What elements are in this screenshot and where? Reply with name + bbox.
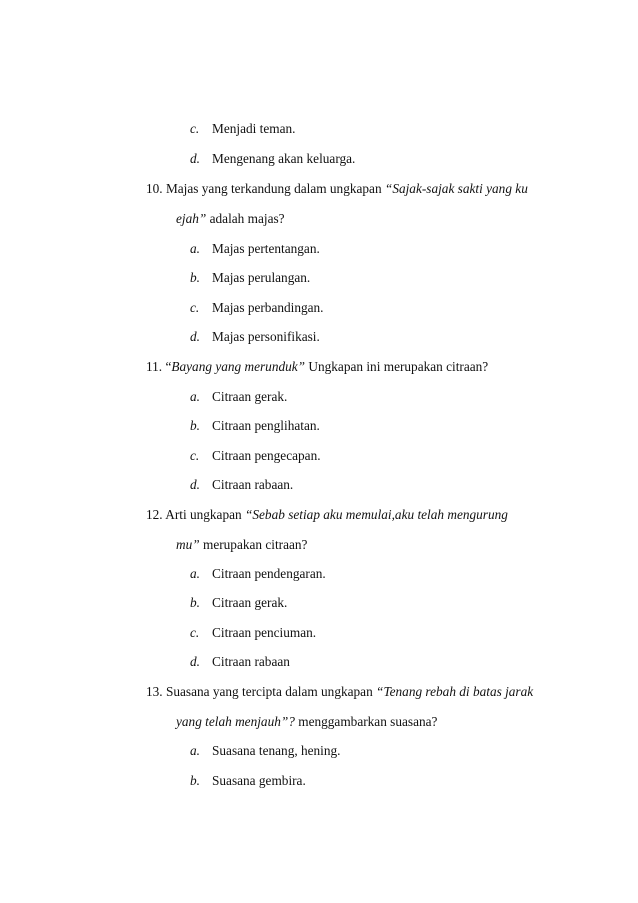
option-letter: b.: [190, 595, 200, 610]
option-item: [190, 743, 341, 759]
option-item: [190, 389, 287, 405]
option-text: Citraan rabaan.: [212, 477, 294, 492]
option-letter: c.: [190, 121, 200, 136]
option-letter: c.: [190, 300, 200, 315]
question-number: 13.: [146, 684, 163, 699]
question-quote: mu”: [176, 537, 200, 552]
option-letter: a.: [190, 743, 200, 758]
option-text: Citraan pengecapan.: [212, 448, 321, 463]
question-13-line-1: [146, 684, 533, 700]
option-item: [190, 625, 316, 641]
question-text: Ungkapan ini merupakan citraan?: [305, 359, 489, 374]
question-number: 12.: [146, 507, 163, 522]
option-text: Suasana tenang, hening.: [212, 743, 341, 758]
option-letter: c.: [190, 625, 200, 640]
question-text: menggambarkan suasana?: [294, 714, 438, 729]
option-item: [190, 418, 320, 434]
option-item: [190, 654, 290, 670]
question-10-line-1: [146, 181, 528, 197]
question-text: merupakan citraan?: [199, 537, 308, 552]
option-letter: c.: [190, 448, 200, 463]
option-text: Citraan penglihatan.: [212, 418, 320, 433]
question-10-line-2: [176, 211, 285, 227]
question-quote: ejah”: [176, 211, 207, 226]
option-letter: a.: [190, 241, 200, 256]
option-text: Majas perulangan.: [212, 270, 311, 285]
option-item: [190, 329, 320, 345]
option-letter: a.: [190, 389, 200, 404]
option-item: [190, 270, 310, 286]
question-open-quote: “: [165, 359, 172, 374]
option-text: Suasana gembira.: [212, 773, 306, 788]
option-item: [190, 566, 326, 582]
option-letter: d.: [190, 151, 200, 166]
question-number: 10.: [146, 181, 163, 196]
question-12-line-2: [176, 537, 307, 553]
question-text: Suasana yang tercipta dalam ungkapan: [165, 684, 377, 699]
option-letter: b.: [190, 773, 200, 788]
option-text: Citraan gerak.: [212, 595, 288, 610]
question-11-line-1: [146, 359, 488, 375]
option-text: Citraan gerak.: [212, 389, 288, 404]
question-quote: “Sajak-sajak sakti yang ku: [384, 181, 528, 196]
option-text: Majas pertentangan.: [212, 241, 320, 256]
option-item: [190, 300, 324, 316]
option-item: [190, 121, 295, 137]
option-item: [190, 448, 321, 464]
option-letter: d.: [190, 477, 200, 492]
option-text: Majas perbandingan.: [212, 300, 324, 315]
question-quote: “Tenang rebah di batas jarak: [376, 684, 534, 699]
option-text: Citraan penciuman.: [212, 625, 317, 640]
question-text: adalah majas?: [206, 211, 285, 226]
question-12-line-1: [146, 507, 508, 523]
option-text: Mengenang akan keluarga.: [212, 151, 356, 166]
option-letter: b.: [190, 270, 200, 285]
question-quote: “Sebab setiap aku memulai,aku telah mengurung: [244, 507, 508, 522]
option-item: [190, 477, 293, 493]
option-item: [190, 595, 287, 611]
question-text: Majas yang terkandung dalam ungkapan: [165, 181, 385, 196]
question-quote: Bayang yang merunduk”: [171, 359, 306, 374]
option-letter: b.: [190, 418, 200, 433]
option-text: Majas personifikasi.: [212, 329, 320, 344]
question-text: Arti ungkapan: [165, 507, 245, 522]
option-item: [190, 241, 320, 257]
option-text: Citraan rabaan: [212, 654, 290, 669]
option-letter: d.: [190, 329, 200, 344]
question-number: 11.: [146, 359, 163, 374]
option-letter: a.: [190, 566, 200, 581]
option-text: Menjadi teman.: [212, 121, 296, 136]
question-quote: yang telah menjauh”?: [176, 714, 295, 729]
option-item: [190, 773, 306, 789]
option-text: Citraan pendengaran.: [212, 566, 326, 581]
question-13-line-2: [176, 714, 437, 730]
option-item: [190, 151, 355, 167]
option-letter: d.: [190, 654, 200, 669]
